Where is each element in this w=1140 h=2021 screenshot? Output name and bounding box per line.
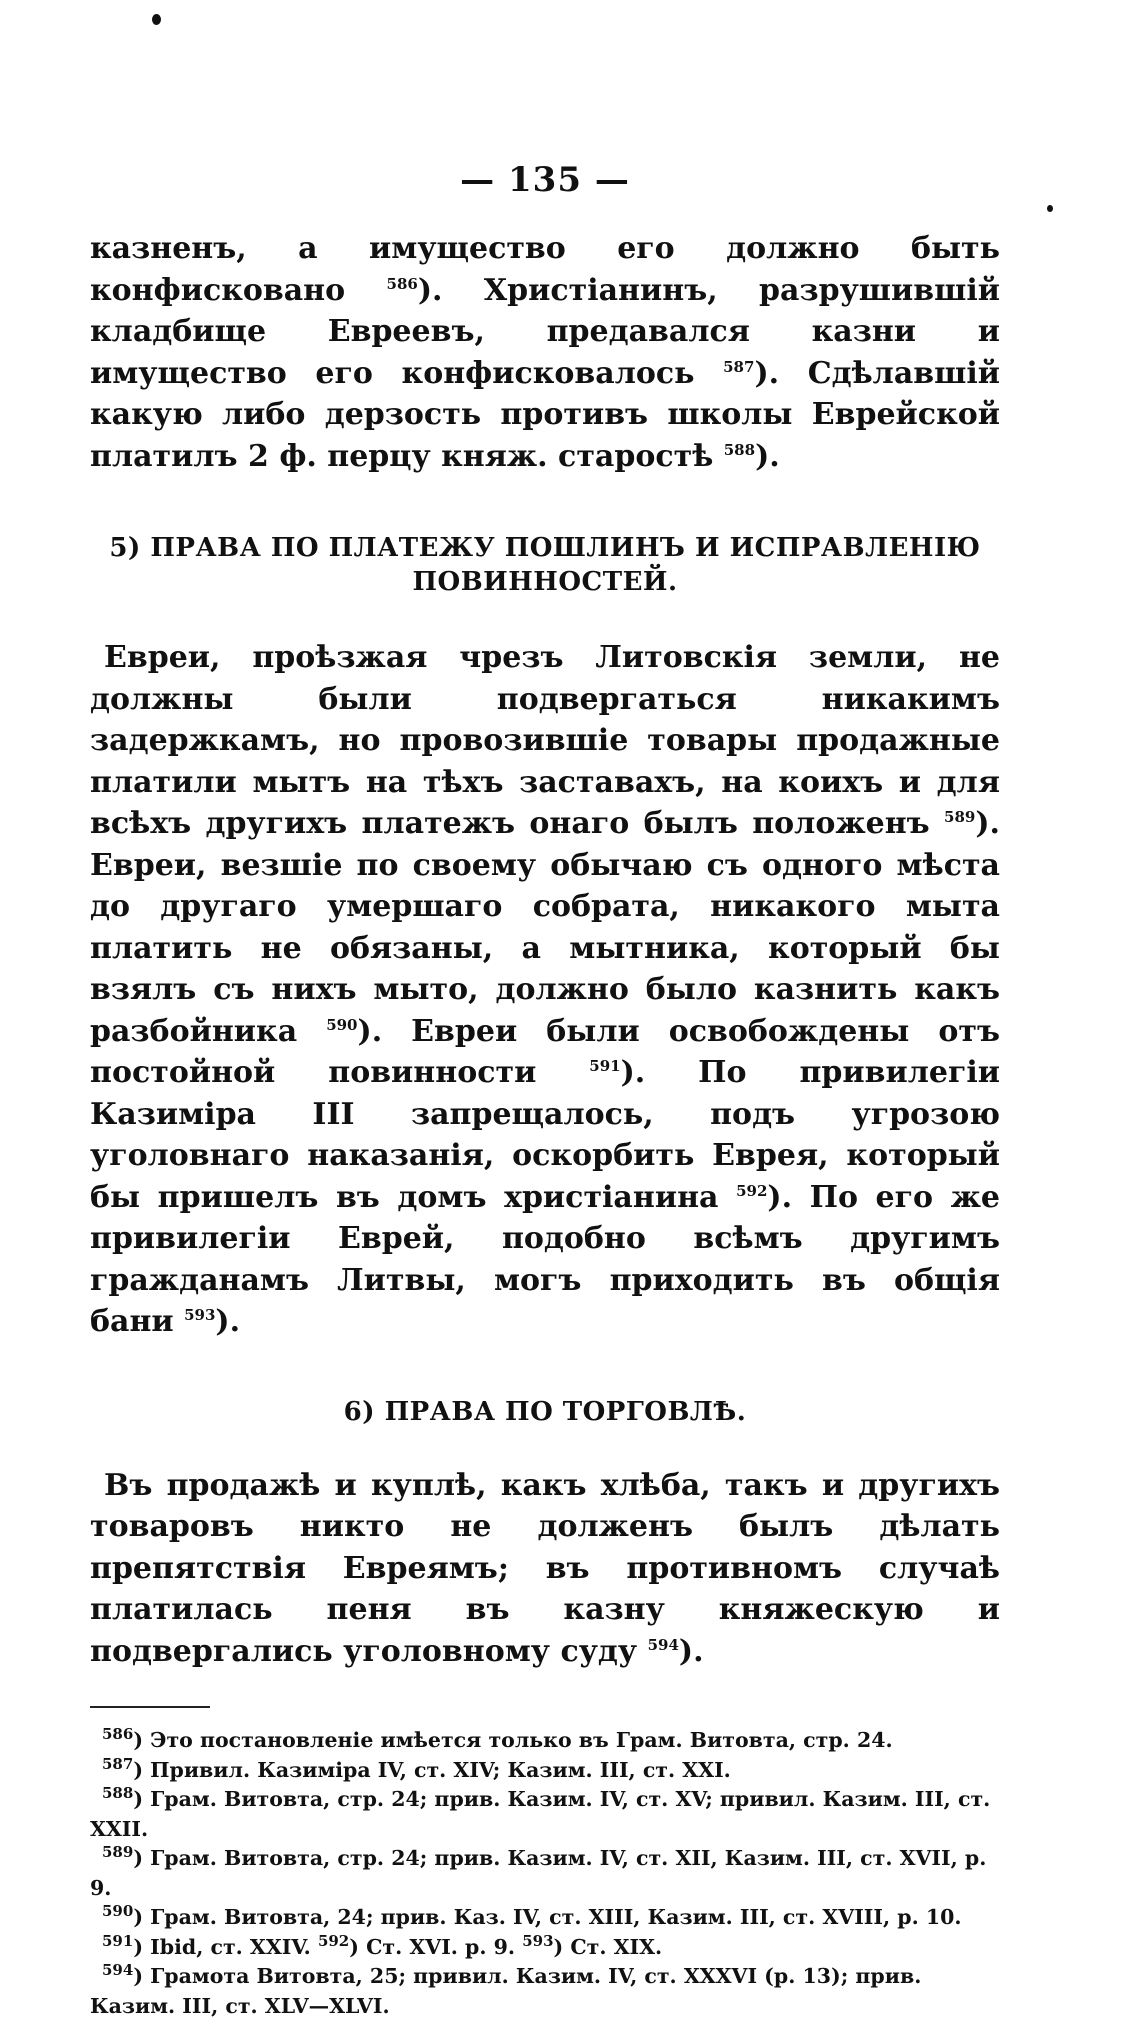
footnote-ref: 591 [589,1057,621,1075]
section-duties-paragraph: Евреи, проѣзжая чрезъ Литовскія земли, не должны были подвергаться никакимъ задержкамъ, но провозившіе товары продажные платили мытъ на тѣхъ заставахъ, на коихъ и для всѣхъ другихъ платежъ онаго былъ положенъ $^{589}$). Евреи, везшіе по своему обычаю съ одного мѣста до другаго умершаго собрата, никакого мыта платить не обязаны, а мытника, который бы взялъ съ нихъ мыто, должно было казнить какъ разбойника $^{590}$). Евреи были освобождены отъ постойной повинности $^{591}$). По привилегіи Казиміра III запрещалось, подъ угрозою уголовнаго наказанія, оскорбить Еврея, который бы пришелъ въ домъ христіанина $^{592}$). По его же привилегіи Еврей, подобно всѣмъ другимъ гражданамъ Литвы, могъ приходить въ общія бани $^{593}$). [90,640,1001,1339]
footnote-ref: 594 [647,1635,679,1654]
ink-dot-top-left [152,14,161,25]
footnote-586: $^{586}$) Это постановленіе имѣется только въ Грам. Витовта, стр. 24. [102,1725,893,1752]
book-page [90,160,1000,2021]
footnote-588: $^{588}$) Грам. Витовта, стр. 24; прив. Казим. IV, ст. XV; привил. Казим. III, ст. XXII. [90,1784,991,1841]
footnote-ref: 589 [944,808,976,826]
footnote-ref: 588 [723,440,756,459]
section-heading-duties: 5) ПРАВА ПО ПЛАТЕЖУ ПОШЛИНЪ И ИСПРАВЛЕНІЮ ПОВИННОСТЕЙ. [109,533,981,597]
footnote-ref: 587 [723,357,755,376]
footnote-589: $^{589}$) Грам. Витовта, стр. 24; прив. Казим. IV, ст. XII, Казим. III, ст. XVII, р. 9. [90,1843,987,1900]
footnote-divider [90,1706,210,1708]
footnote-591-593: $^{591}$) Ibid, ст. XXIV. $^{592}$) Ст. XVI. р. 9. $^{593}$) Ст. XIX. [102,1931,663,1959]
ink-dot-right-margin [1047,205,1053,212]
page-number: — 135 — [460,160,630,200]
section-trade-paragraph: Въ продажѣ и куплѣ, какъ хлѣба, такъ и другихъ товаровъ никто не долженъ былъ дѣлать препятствія Евреямъ; въ противномъ случаѣ платилась пеня въ казну княжескую и подвергались уголовному суду $^{594}$). [90,1467,1000,1669]
footnote-ref: 586 [386,274,418,293]
footnote-594: $^{594}$) Грамота Витовта, 25; привил. Казим. IV, ст. XXXVI (р. 13); прив. Казим. III, ст. XLV—XLVI. [90,1961,922,2018]
footnote-590: $^{590}$) Грам. Витовта, 24; прив. Каз. IV, ст. XIII, Казим. III, ст. XVIII, р. 10. [102,1902,962,1929]
top-paragraph: казненъ, а имущество его должно быть конфисковано $^{586}$). Христіанинъ, разрушившій кладбище Евреевъ, предавался казни и имущество его конфисковалось $^{587}$). Сдѣлавшій какую либо дерзость противъ школы Еврейской платилъ 2 ф. перцу княж. старостѣ $^{588}$). [90,231,1001,474]
footnote-ref: 592 [736,1181,768,1200]
footnotes [90,1726,1000,2021]
footnote-587: $^{587}$) Привил. Казиміра IV, ст. XIV; Казим. III, ст. XXI. [102,1754,731,1782]
section-heading-trade: 6) ПРАВА ПО ТОРГОВЛѢ. [343,1396,747,1427]
footnote-ref: 593 [184,1306,216,1324]
footnote-ref: 590 [326,1015,358,1034]
